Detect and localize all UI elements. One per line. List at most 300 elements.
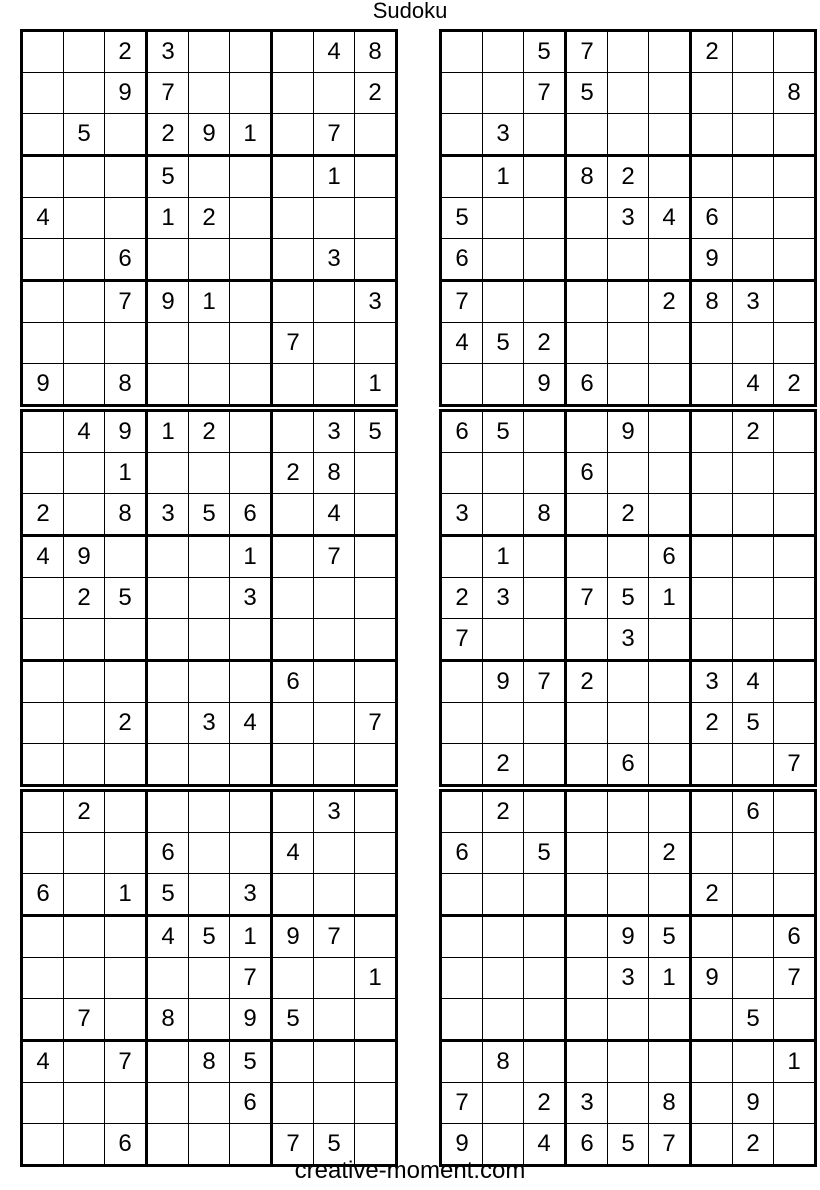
grid-cell: 3 bbox=[147, 494, 189, 536]
grid-cell bbox=[566, 114, 608, 156]
grid-cell: 1 bbox=[649, 958, 691, 999]
grid-cell bbox=[105, 198, 147, 239]
grid-cell bbox=[355, 239, 397, 281]
grid-cell: 9 bbox=[105, 411, 147, 453]
grid-cell bbox=[355, 323, 397, 364]
grid-cell bbox=[105, 916, 147, 958]
grid-cell bbox=[355, 198, 397, 239]
grid-cell: 5 bbox=[189, 494, 230, 536]
grid-cell bbox=[314, 1041, 355, 1083]
grid-cell bbox=[22, 73, 64, 114]
grid-cell bbox=[272, 114, 314, 156]
grid-cell: 6 bbox=[230, 1083, 272, 1124]
grid-cell bbox=[649, 791, 691, 833]
grid-row bbox=[441, 1041, 816, 1083]
grid-cell bbox=[64, 281, 105, 323]
grid-cell bbox=[314, 833, 355, 874]
grid-cell: 1 bbox=[189, 281, 230, 323]
grid-cell: 8 bbox=[649, 1083, 691, 1124]
grid-cell bbox=[314, 364, 355, 406]
grid-cell bbox=[272, 536, 314, 578]
grid-cell: 3 bbox=[230, 578, 272, 619]
grid-cell: 8 bbox=[105, 364, 147, 406]
grid-cell: 8 bbox=[189, 1041, 230, 1083]
grid-cell bbox=[733, 323, 774, 364]
grid-cell bbox=[649, 364, 691, 406]
grid-cell bbox=[147, 1083, 189, 1124]
grid-cell bbox=[272, 198, 314, 239]
grid-cell bbox=[189, 536, 230, 578]
grid-row bbox=[441, 411, 816, 453]
grid-cell: 4 bbox=[272, 833, 314, 874]
grid-cell: 6 bbox=[566, 1124, 608, 1166]
grid-cell: 1 bbox=[483, 156, 524, 198]
grid-cell bbox=[483, 31, 524, 73]
grid-cell bbox=[733, 239, 774, 281]
grid-cell bbox=[189, 1083, 230, 1124]
grid-cell: 5 bbox=[566, 73, 608, 114]
grid-cell bbox=[649, 323, 691, 364]
grid-cell bbox=[64, 916, 105, 958]
grid-cell bbox=[691, 833, 733, 874]
grid-row bbox=[441, 156, 816, 198]
grid-cell bbox=[566, 1041, 608, 1083]
grid-cell bbox=[105, 999, 147, 1041]
grid-cell bbox=[189, 323, 230, 364]
grid-cell bbox=[147, 619, 189, 661]
grid-cell: 1 bbox=[147, 411, 189, 453]
grid-cell: 6 bbox=[105, 239, 147, 281]
grid-cell: 2 bbox=[691, 874, 733, 916]
grid-cell bbox=[64, 494, 105, 536]
grid-cell: 2 bbox=[105, 31, 147, 73]
grid-cell bbox=[105, 1083, 147, 1124]
grid-cell bbox=[147, 323, 189, 364]
grid-cell bbox=[64, 833, 105, 874]
grid-cell bbox=[649, 661, 691, 703]
grid-cell bbox=[22, 791, 64, 833]
grid-cell: 9 bbox=[147, 281, 189, 323]
grid-cell bbox=[64, 364, 105, 406]
grid-cell bbox=[272, 619, 314, 661]
grid-cell: 8 bbox=[524, 494, 566, 536]
grid-cell bbox=[524, 791, 566, 833]
grid-cell bbox=[355, 1041, 397, 1083]
grid-cell bbox=[733, 744, 774, 786]
grid-cell: 5 bbox=[608, 578, 649, 619]
grid-cell: 7 bbox=[314, 916, 355, 958]
grid-row bbox=[22, 619, 397, 661]
grid-cell bbox=[355, 619, 397, 661]
grid-cell bbox=[483, 1083, 524, 1124]
grid-cell bbox=[314, 874, 355, 916]
grid-cell: 1 bbox=[314, 156, 355, 198]
grid-cell bbox=[441, 703, 483, 744]
grid-cell bbox=[272, 958, 314, 999]
grid-cell bbox=[22, 999, 64, 1041]
grid-cell: 7 bbox=[314, 114, 355, 156]
grid-cell bbox=[272, 744, 314, 786]
grid-cell bbox=[649, 239, 691, 281]
grid-cell bbox=[483, 239, 524, 281]
grid-cell bbox=[189, 239, 230, 281]
grid-cell bbox=[22, 661, 64, 703]
grid-cell bbox=[608, 323, 649, 364]
grid-cell: 4 bbox=[230, 703, 272, 744]
grid-cell: 3 bbox=[441, 494, 483, 536]
grid-cell: 2 bbox=[691, 31, 733, 73]
grid-cell bbox=[147, 958, 189, 999]
grid-cell bbox=[64, 323, 105, 364]
grid-cell bbox=[733, 619, 774, 661]
grid-cell bbox=[272, 156, 314, 198]
grid-row bbox=[22, 1041, 397, 1083]
grid-cell: 2 bbox=[733, 411, 774, 453]
grid-cell bbox=[691, 323, 733, 364]
grid-cell bbox=[524, 578, 566, 619]
grid-cell bbox=[147, 661, 189, 703]
grid-cell bbox=[774, 198, 816, 239]
grid-cell bbox=[691, 453, 733, 494]
grid-row bbox=[441, 833, 816, 874]
grid-cell bbox=[64, 874, 105, 916]
grid-cell: 4 bbox=[22, 536, 64, 578]
grid-row bbox=[22, 791, 397, 833]
grid-cell: 9 bbox=[608, 411, 649, 453]
grid-cell bbox=[483, 494, 524, 536]
grid-row bbox=[22, 239, 397, 281]
grid-cell bbox=[441, 661, 483, 703]
grid-cell bbox=[733, 958, 774, 999]
grid-cell: 2 bbox=[608, 156, 649, 198]
grid-cell bbox=[733, 453, 774, 494]
grid-cell bbox=[733, 916, 774, 958]
grid-cell bbox=[230, 156, 272, 198]
grid-cell: 6 bbox=[230, 494, 272, 536]
grid-cell: 9 bbox=[691, 958, 733, 999]
grid-row bbox=[441, 1083, 816, 1124]
grid-cell bbox=[691, 1041, 733, 1083]
grid-cell bbox=[483, 198, 524, 239]
grid-cell bbox=[441, 744, 483, 786]
grid-cell: 2 bbox=[189, 198, 230, 239]
grid-cell bbox=[733, 156, 774, 198]
grid-cell: 1 bbox=[105, 453, 147, 494]
grid-cell bbox=[22, 958, 64, 999]
grid-cell bbox=[649, 156, 691, 198]
grid-cell: 4 bbox=[22, 1041, 64, 1083]
grid-row bbox=[22, 536, 397, 578]
grid-cell bbox=[774, 1083, 816, 1124]
grid-cell bbox=[230, 239, 272, 281]
grid-cell bbox=[355, 791, 397, 833]
grid-cell bbox=[649, 494, 691, 536]
grid-cell bbox=[22, 619, 64, 661]
grid-cell: 9 bbox=[22, 364, 64, 406]
grid-cell bbox=[441, 958, 483, 999]
grid-cell bbox=[230, 744, 272, 786]
grid-cell bbox=[483, 364, 524, 406]
grid-cell bbox=[566, 791, 608, 833]
grid-cell bbox=[608, 1041, 649, 1083]
grid-cell bbox=[230, 833, 272, 874]
grid-cell bbox=[105, 323, 147, 364]
grid-cell bbox=[608, 364, 649, 406]
footer-website: creative-moment.com bbox=[294, 1157, 526, 1184]
grid-cell bbox=[733, 73, 774, 114]
grid-cell bbox=[189, 874, 230, 916]
grid-cell bbox=[691, 1083, 733, 1124]
grid-cell: 1 bbox=[147, 198, 189, 239]
grid-cell bbox=[355, 453, 397, 494]
grid-cell: 1 bbox=[483, 536, 524, 578]
grid-cell bbox=[524, 411, 566, 453]
grid-cell: 5 bbox=[441, 198, 483, 239]
grid-row bbox=[441, 578, 816, 619]
grid-cell bbox=[22, 833, 64, 874]
grid-cell bbox=[524, 744, 566, 786]
grid-cell: 6 bbox=[441, 239, 483, 281]
grid-cell bbox=[230, 791, 272, 833]
grid-row bbox=[22, 323, 397, 364]
grid-row bbox=[441, 999, 816, 1041]
grid-cell bbox=[441, 364, 483, 406]
grid-cell bbox=[189, 958, 230, 999]
grid-cell bbox=[524, 239, 566, 281]
grid-cell: 3 bbox=[566, 1083, 608, 1124]
grid-cell bbox=[483, 453, 524, 494]
grid-cell bbox=[691, 744, 733, 786]
grid-cell: 4 bbox=[314, 31, 355, 73]
grid-cell bbox=[608, 281, 649, 323]
grid-cell bbox=[272, 874, 314, 916]
grid-cell bbox=[147, 1041, 189, 1083]
grid-cell bbox=[733, 31, 774, 73]
grid-cell bbox=[147, 744, 189, 786]
grid-row bbox=[441, 198, 816, 239]
grid-cell bbox=[733, 578, 774, 619]
grid-cell bbox=[483, 874, 524, 916]
grid-cell: 5 bbox=[189, 916, 230, 958]
grid-cell bbox=[566, 411, 608, 453]
grid-cell bbox=[64, 703, 105, 744]
grid-cell bbox=[105, 661, 147, 703]
grid-cell: 9 bbox=[189, 114, 230, 156]
grid-cell bbox=[649, 874, 691, 916]
grid-cell bbox=[230, 323, 272, 364]
grid-cell: 4 bbox=[22, 198, 64, 239]
grid-cell: 5 bbox=[64, 114, 105, 156]
grid-cell bbox=[691, 114, 733, 156]
grid-cell: 9 bbox=[230, 999, 272, 1041]
grid-row bbox=[441, 703, 816, 744]
grid-cell bbox=[774, 874, 816, 916]
grid-cell: 1 bbox=[355, 364, 397, 406]
grid-cell bbox=[441, 1041, 483, 1083]
grid-row bbox=[441, 874, 816, 916]
grid-cell bbox=[566, 536, 608, 578]
grid-cell: 9 bbox=[524, 364, 566, 406]
grid-cell bbox=[566, 874, 608, 916]
grid-cell: 7 bbox=[566, 31, 608, 73]
grid-cell bbox=[64, 239, 105, 281]
grid-cell: 6 bbox=[147, 833, 189, 874]
grid-cell: 9 bbox=[441, 1124, 483, 1166]
grid-row bbox=[22, 874, 397, 916]
grid-cell bbox=[64, 661, 105, 703]
grid-cell: 7 bbox=[774, 958, 816, 999]
grid-cell bbox=[774, 619, 816, 661]
grid-cell: 2 bbox=[22, 494, 64, 536]
grid-cell: 6 bbox=[608, 744, 649, 786]
grid-row bbox=[441, 239, 816, 281]
grid-cell bbox=[566, 833, 608, 874]
grid-cell: 1 bbox=[355, 958, 397, 999]
grid-cell bbox=[441, 73, 483, 114]
grid-cell: 5 bbox=[608, 1124, 649, 1166]
grid-cell: 3 bbox=[608, 198, 649, 239]
grid-cell: 5 bbox=[314, 1124, 355, 1166]
grid-cell: 2 bbox=[608, 494, 649, 536]
grid-row bbox=[441, 31, 816, 73]
grid-cell bbox=[524, 281, 566, 323]
grid-cell bbox=[314, 198, 355, 239]
grid-cell bbox=[441, 536, 483, 578]
grid-cell: 1 bbox=[649, 578, 691, 619]
grid-cell: 5 bbox=[483, 411, 524, 453]
grid-cell: 5 bbox=[147, 874, 189, 916]
grid-cell bbox=[524, 874, 566, 916]
grid-cell bbox=[355, 536, 397, 578]
grid-cell bbox=[608, 536, 649, 578]
grid-row bbox=[22, 999, 397, 1041]
grid-cell bbox=[22, 703, 64, 744]
grid-cell: 3 bbox=[314, 791, 355, 833]
grid-cell bbox=[147, 536, 189, 578]
grid-cell bbox=[230, 661, 272, 703]
grid-cell bbox=[22, 453, 64, 494]
grid-cell bbox=[64, 156, 105, 198]
grid-cell bbox=[105, 833, 147, 874]
grid-cell bbox=[314, 744, 355, 786]
grid-cell bbox=[441, 874, 483, 916]
grid-row bbox=[22, 578, 397, 619]
grid-cell bbox=[355, 874, 397, 916]
grid-cell bbox=[774, 281, 816, 323]
grid-cell bbox=[272, 281, 314, 323]
grid-cell: 8 bbox=[691, 281, 733, 323]
grid-cell bbox=[105, 114, 147, 156]
grid-row bbox=[22, 703, 397, 744]
grid-cell: 6 bbox=[272, 661, 314, 703]
grid-row bbox=[22, 833, 397, 874]
grid-cell: 6 bbox=[649, 536, 691, 578]
grid-cell: 7 bbox=[355, 703, 397, 744]
grid-cell: 5 bbox=[105, 578, 147, 619]
grid-cell bbox=[105, 958, 147, 999]
grid-row bbox=[441, 73, 816, 114]
grid-cell: 2 bbox=[774, 364, 816, 406]
grid-cell bbox=[230, 364, 272, 406]
grid-cell bbox=[649, 744, 691, 786]
grid-cell bbox=[566, 494, 608, 536]
grid-cell: 3 bbox=[483, 114, 524, 156]
grid-cell bbox=[147, 453, 189, 494]
grid-cell: 5 bbox=[524, 833, 566, 874]
grid-cell bbox=[774, 156, 816, 198]
grid-cell bbox=[774, 536, 816, 578]
grid-cell bbox=[64, 744, 105, 786]
grid-cell: 2 bbox=[524, 323, 566, 364]
grid-cell: 9 bbox=[483, 661, 524, 703]
grid-cell bbox=[524, 703, 566, 744]
grid-cell: 7 bbox=[105, 1041, 147, 1083]
grid-cell bbox=[355, 156, 397, 198]
grid-cell: 1 bbox=[230, 916, 272, 958]
grid-cell bbox=[566, 239, 608, 281]
grid-cell: 6 bbox=[441, 411, 483, 453]
grid-cell bbox=[691, 364, 733, 406]
grid-cell: 7 bbox=[272, 1124, 314, 1166]
grid-cell: 3 bbox=[608, 619, 649, 661]
grid-cell bbox=[649, 703, 691, 744]
grid-cell: 7 bbox=[566, 578, 608, 619]
grid-cell bbox=[566, 281, 608, 323]
grid-cell: 5 bbox=[355, 411, 397, 453]
grid-cell bbox=[230, 73, 272, 114]
grid-cell bbox=[230, 198, 272, 239]
grid-cell bbox=[22, 578, 64, 619]
grid-cell bbox=[189, 31, 230, 73]
grid-cell bbox=[649, 453, 691, 494]
grid-cell bbox=[566, 619, 608, 661]
grid-cell: 9 bbox=[272, 916, 314, 958]
grid-cell bbox=[314, 281, 355, 323]
grid-row bbox=[441, 536, 816, 578]
grid-cell: 1 bbox=[230, 114, 272, 156]
grid-cell bbox=[230, 31, 272, 73]
grid-cell bbox=[314, 578, 355, 619]
grid-cell bbox=[649, 999, 691, 1041]
grid-cell bbox=[483, 999, 524, 1041]
grid-cell bbox=[314, 619, 355, 661]
grid-cell bbox=[64, 1041, 105, 1083]
grid-cell: 6 bbox=[566, 364, 608, 406]
grid-cell bbox=[22, 411, 64, 453]
grid-cell bbox=[524, 114, 566, 156]
sudoku-grid bbox=[20, 409, 398, 787]
grid-cell bbox=[608, 453, 649, 494]
grid-cell bbox=[230, 453, 272, 494]
grid-cell bbox=[230, 281, 272, 323]
grid-cell bbox=[22, 114, 64, 156]
grid-cell: 8 bbox=[566, 156, 608, 198]
grid-row bbox=[22, 661, 397, 703]
grid-cell: 3 bbox=[691, 661, 733, 703]
grid-cell bbox=[441, 453, 483, 494]
grid-cell: 3 bbox=[355, 281, 397, 323]
grid-cell bbox=[189, 156, 230, 198]
grid-cell bbox=[105, 744, 147, 786]
grid-cell bbox=[314, 73, 355, 114]
grid-cell bbox=[22, 156, 64, 198]
grid-row bbox=[22, 744, 397, 786]
grid-cell: 8 bbox=[147, 999, 189, 1041]
grid-cell bbox=[147, 364, 189, 406]
grid-cell bbox=[272, 31, 314, 73]
grid-cell bbox=[566, 744, 608, 786]
grid-cell: 4 bbox=[64, 411, 105, 453]
